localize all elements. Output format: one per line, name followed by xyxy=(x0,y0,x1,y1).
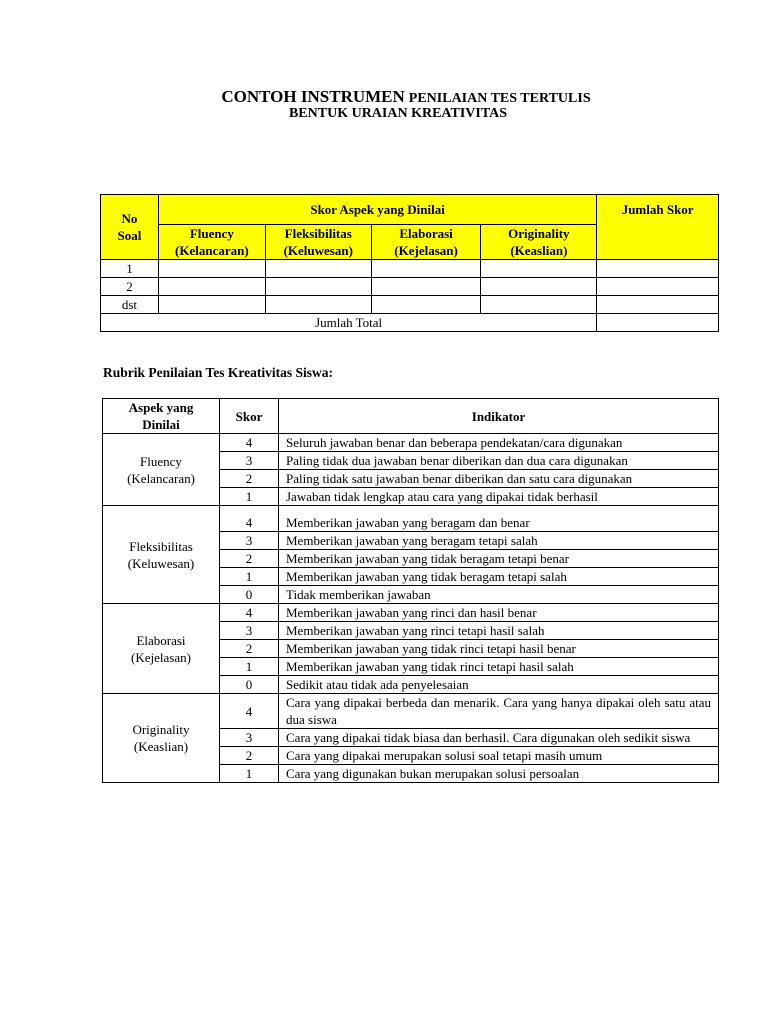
rubric-score-cell: 0 xyxy=(220,676,279,694)
title-part-1: CONTOH INSTRUMEN xyxy=(221,87,405,106)
empty-cell xyxy=(158,296,265,314)
aspect-header-fluency: Fluency (Kelancaran) xyxy=(158,225,265,260)
rubric-aspect-cell: Fleksibilitas (Keluwesan) xyxy=(103,506,220,604)
rubric-indicator-cell: Jawaban tidak lengkap atau cara yang dipakai tidak berhasil xyxy=(279,488,719,506)
aspect-header-originality: Originality (Keaslian) xyxy=(481,225,597,260)
rubric-indicator-cell: Cara yang dipakai berbeda dan menarik. Cara yang hanya dipakai oleh satu atau dua siswa xyxy=(279,694,719,729)
rubric-indicator-cell: Memberikan jawaban yang rinci tetapi hasil salah xyxy=(279,622,719,640)
empty-cell xyxy=(597,278,719,296)
empty-cell xyxy=(481,296,597,314)
document-subtitle: BENTUK URAIAN KREATIVITAS xyxy=(288,106,508,121)
rubric-heading: Rubrik Penilaian Tes Kreativitas Siswa: xyxy=(103,365,334,380)
empty-cell xyxy=(265,278,371,296)
empty-cell xyxy=(597,314,719,332)
rubric-aspect-cell: Elaborasi (Kejelasan) xyxy=(103,604,220,694)
rubric-indicator-cell: Cara yang dipakai tidak biasa dan berhasil. Cara digunakan oleh sedikit siswa xyxy=(279,729,719,747)
row-number: 2 xyxy=(101,278,159,296)
score-table xyxy=(100,194,719,332)
aspect-header-fleksibilitas: Fleksibilitas (Keluwesan) xyxy=(265,225,371,260)
rubric-indicator-cell: Sedikit atau tidak ada penyelesaian xyxy=(279,676,719,694)
rubric-indicator-cell: Memberikan jawaban yang beragam dan benar xyxy=(279,506,719,532)
aspect-column-header: Aspek yang Dinilai xyxy=(103,399,220,434)
empty-cell xyxy=(597,296,719,314)
rubric-score-cell: 3 xyxy=(220,532,279,550)
rubric-indicator-cell: Memberikan jawaban yang rinci dan hasil benar xyxy=(279,604,719,622)
rubric-indicator-cell: Paling tidak dua jawaban benar diberikan dan dua cara digunakan xyxy=(279,452,719,470)
rubric-score-cell: 4 xyxy=(220,506,279,532)
rubric-table xyxy=(102,398,719,783)
empty-cell xyxy=(597,260,719,278)
rubric-score-cell: 1 xyxy=(220,765,279,783)
rubric-indicator-cell: Memberikan jawaban yang tidak beragam tetapi salah xyxy=(279,568,719,586)
rubric-score-cell: 1 xyxy=(220,658,279,676)
rubric-indicator-cell: Memberikan jawaban yang beragam tetapi salah xyxy=(279,532,719,550)
row-number: 1 xyxy=(101,260,159,278)
rubric-indicator-cell: Memberikan jawaban yang tidak rinci tetapi hasil salah xyxy=(279,658,719,676)
empty-cell xyxy=(158,260,265,278)
row-number: dst xyxy=(101,296,159,314)
skor-aspek-header: Skor Aspek yang Dinilai xyxy=(158,195,596,225)
rubric-indicator-cell: Memberikan jawaban yang tidak rinci tetapi hasil benar xyxy=(279,640,719,658)
empty-cell xyxy=(371,278,481,296)
indicator-column-header: Indikator xyxy=(279,399,719,434)
rubric-score-cell: 2 xyxy=(220,550,279,568)
jumlah-total-label: Jumlah Total xyxy=(101,314,597,332)
rubric-score-cell: 1 xyxy=(220,488,279,506)
empty-cell xyxy=(265,296,371,314)
rubric-row xyxy=(103,506,719,532)
rubric-score-cell: 4 xyxy=(220,604,279,622)
rubric-indicator-cell: Seluruh jawaban benar dan beberapa pendekatan/cara digunakan xyxy=(279,434,719,452)
rubric-score-cell: 2 xyxy=(220,470,279,488)
score-column-header: Skor xyxy=(220,399,279,434)
empty-cell xyxy=(481,260,597,278)
rubric-indicator-cell: Memberikan jawaban yang tidak beragam tetapi benar xyxy=(279,550,719,568)
rubric-score-cell: 4 xyxy=(220,434,279,452)
empty-cell xyxy=(371,260,481,278)
rubric-score-cell: 3 xyxy=(220,622,279,640)
empty-cell xyxy=(481,278,597,296)
score-row xyxy=(101,296,719,314)
rubric-score-cell: 1 xyxy=(220,568,279,586)
rubric-indicator-cell: Tidak memberikan jawaban xyxy=(279,586,719,604)
empty-cell xyxy=(158,278,265,296)
rubric-score-cell: 3 xyxy=(220,452,279,470)
rubric-indicator-cell: Cara yang digunakan bukan merupakan solusi persoalan xyxy=(279,765,719,783)
empty-cell xyxy=(371,296,481,314)
jumlah-skor-header: Jumlah Skor xyxy=(597,195,719,260)
document-title xyxy=(0,88,768,106)
rubric-indicator-cell: Cara yang dipakai merupakan solusi soal tetapi masih umum xyxy=(279,747,719,765)
no-soal-header: No Soal xyxy=(101,195,159,260)
rubric-row xyxy=(103,694,719,729)
title-part-2: PENILAIAN TES TERTULIS xyxy=(408,91,591,106)
rubric-score-cell: 2 xyxy=(220,640,279,658)
score-row xyxy=(101,278,719,296)
rubric-aspect-cell: Fluency (Kelancaran) xyxy=(103,434,220,506)
rubric-score-cell: 3 xyxy=(220,729,279,747)
aspect-header-elaborasi: Elaborasi (Kejelasan) xyxy=(371,225,481,260)
rubric-score-cell: 0 xyxy=(220,586,279,604)
rubric-row xyxy=(103,604,719,622)
rubric-score-cell: 2 xyxy=(220,747,279,765)
score-row xyxy=(101,260,719,278)
rubric-row xyxy=(103,434,719,452)
empty-cell xyxy=(265,260,371,278)
total-row xyxy=(101,314,719,332)
rubric-indicator-cell: Paling tidak satu jawaban benar diberikan dan satu cara digunakan xyxy=(279,470,719,488)
rubric-aspect-cell: Originality (Keaslian) xyxy=(103,694,220,783)
rubric-score-cell: 4 xyxy=(220,694,279,729)
